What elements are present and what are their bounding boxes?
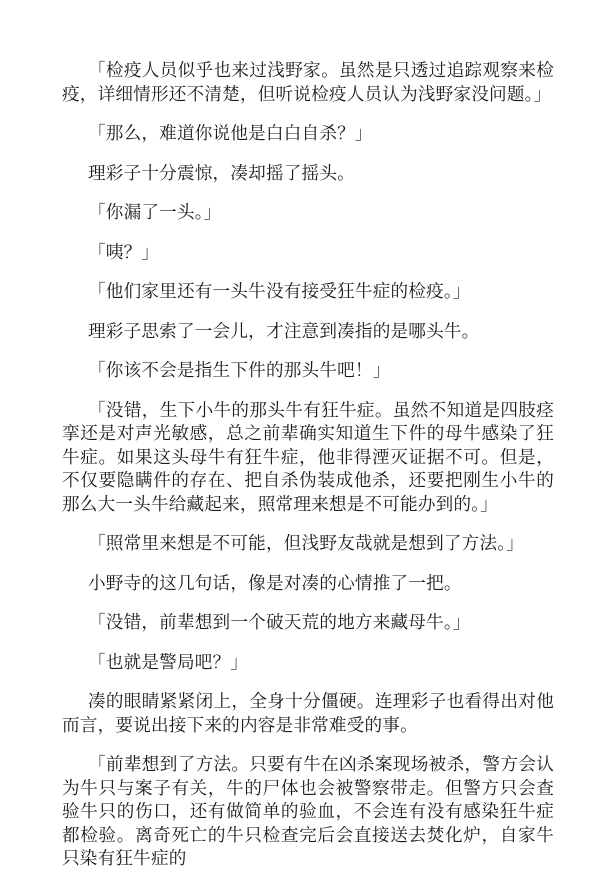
paragraph-2: 「那么，难道你说他是白白自杀？」 — [88, 124, 373, 144]
paragraph-15: 「前辈想到了方法。只要有牛在凶杀案现场被杀，警方会认为牛只与案子有关，牛的尸体也会被警察带走。但警方只会查验牛只的伤口，还有做简单的验血，不会连有没有感染狂牛症都检验。离奇死亡的牛只检查完后会直接送去焚化炉，自家牛只染有狂牛症的 — [62, 755, 554, 869]
paragraph-8: 「你该不会是指生下件的那头牛吧！」 — [88, 361, 391, 381]
paragraph-11: 小野寺的这几句话，像是对凑的心情推了一把。 — [88, 573, 462, 594]
paragraph-5: 「咦？」 — [88, 242, 160, 263]
paragraph-3: 理彩子十分震惊，凑却摇了摇头。 — [88, 163, 355, 184]
paragraph-13: 「也就是警局吧？」 — [88, 652, 249, 673]
paragraph-10: 「照常里来想是不可能，但浅野友哉就是想到了方法。」 — [88, 534, 525, 554]
paragraph-1: 「检疫人员似乎也来过浅野家。虽然是只透过追踪观察来检疫，详细情形还不清楚，但听说检疫人员认为浅野家没问题。」 — [62, 61, 554, 105]
paragraph-7: 理彩子思索了一会儿，才注意到凑指的是哪头牛。 — [88, 321, 480, 342]
paragraph-9: 「没错，生下小牛的那头牛有狂牛症。虽然不知道是四肢痉挛还是对声光敏感，总之前辈确实知道生下件的母牛感染了狂牛症。如果这头母牛有狂牛症，他非得湮灭证据不可。但是，不仅要隐瞒件的存在、把自杀伪装成他杀，还要把刚生小牛的那么大一头牛给藏起来，照常理来想是不可能办到的。」 — [62, 400, 554, 515]
paragraph-12: 「没错，前辈想到一个破天荒的地方来藏母牛。」 — [88, 613, 471, 633]
paragraph-14: 凑的眼睛紧紧闭上，全身十分僵硬。连理彩子也看得出对他而言，要说出接下来的内容是非常难受的事。 — [62, 692, 554, 736]
document-page — [62, 60, 554, 888]
paragraph-4: 「你漏了一头。」 — [88, 203, 222, 223]
paragraph-6: 「他们家里还有一头牛没有接受狂牛症的检疫。」 — [88, 282, 471, 302]
